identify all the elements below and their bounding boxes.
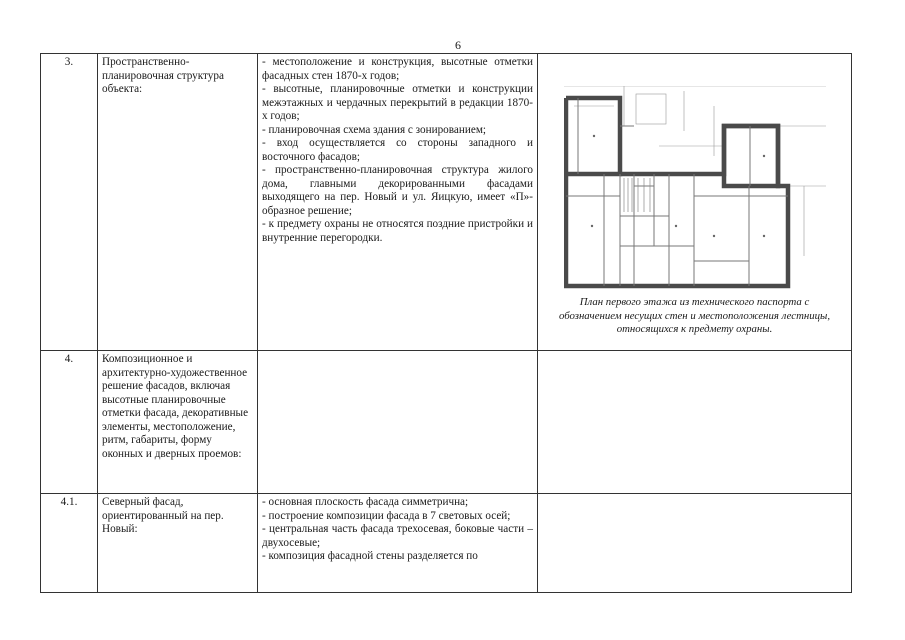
desc-item: - основная плоскость фасада симметрична; xyxy=(262,496,469,508)
desc-item: - композиция фасадной стены разделяется по xyxy=(262,550,478,562)
bearing-walls xyxy=(566,98,788,286)
desc-item: - высотные, планировочные отметки и конструкции межэтажных и чердачных перекрытий в редакции 1870-х годов; xyxy=(262,83,533,122)
desc-item: - к предмету охраны не относятся поздние пристройки и внутренние перегородки. xyxy=(262,218,533,244)
row-image-cell xyxy=(538,351,852,494)
row-title: Северный фасад, ориентированный на пер. Новый: xyxy=(98,494,258,593)
desc-item: - центральная часть фасада трехосевая, боковые части – двухосевые; xyxy=(262,523,533,549)
stair-hatch xyxy=(624,178,650,212)
floor-plan-caption: План первого этажа из технического паспорта с обозначением несущих стен и местоположения лестницы, относящихся к предмету охраны. xyxy=(558,296,831,335)
table-row-4-1 xyxy=(41,494,852,593)
row-title: Пространственно-планировочная структура объекта: xyxy=(98,54,258,351)
row-title: Композиционное и архитектурно-художественное решение фасадов, включая высотные планировочные отметки фасада, декоративные элементы, местоположение, ритм, габариты, форму оконных и дверных проемов: xyxy=(98,351,258,494)
row-image-cell xyxy=(538,494,852,593)
row-description xyxy=(258,494,538,593)
desc-item: - построение композиции фасада в 7 световых осей; xyxy=(262,509,511,522)
row-number: 4.1. xyxy=(41,494,98,593)
row-number: 4. xyxy=(41,351,98,494)
desc-item: - пространственно-планировочная структура жилого дома, главными декорированными фасадами выходящего на пер. Новый и ул. Яицкую, имеет «П»-образное решение; xyxy=(262,164,533,217)
floor-plan-drawing xyxy=(564,86,826,292)
desc-item: - местоположение и конструкция, высотные отметки фасадных стен 1870-х годов; xyxy=(262,56,533,82)
row-description xyxy=(258,54,538,351)
page-number: 6 xyxy=(455,38,461,52)
protection-subject-table xyxy=(40,53,852,593)
row-description xyxy=(258,351,538,494)
table-row-3 xyxy=(41,54,852,351)
desc-item: - планировочная схема здания с зонированием; xyxy=(262,123,487,136)
floor-plan-cell xyxy=(538,54,852,351)
row-number: 3. xyxy=(41,54,98,351)
desc-item: - вход осуществляется со стороны западного и восточного фасадов; xyxy=(262,137,533,163)
table-row-4 xyxy=(41,351,852,494)
